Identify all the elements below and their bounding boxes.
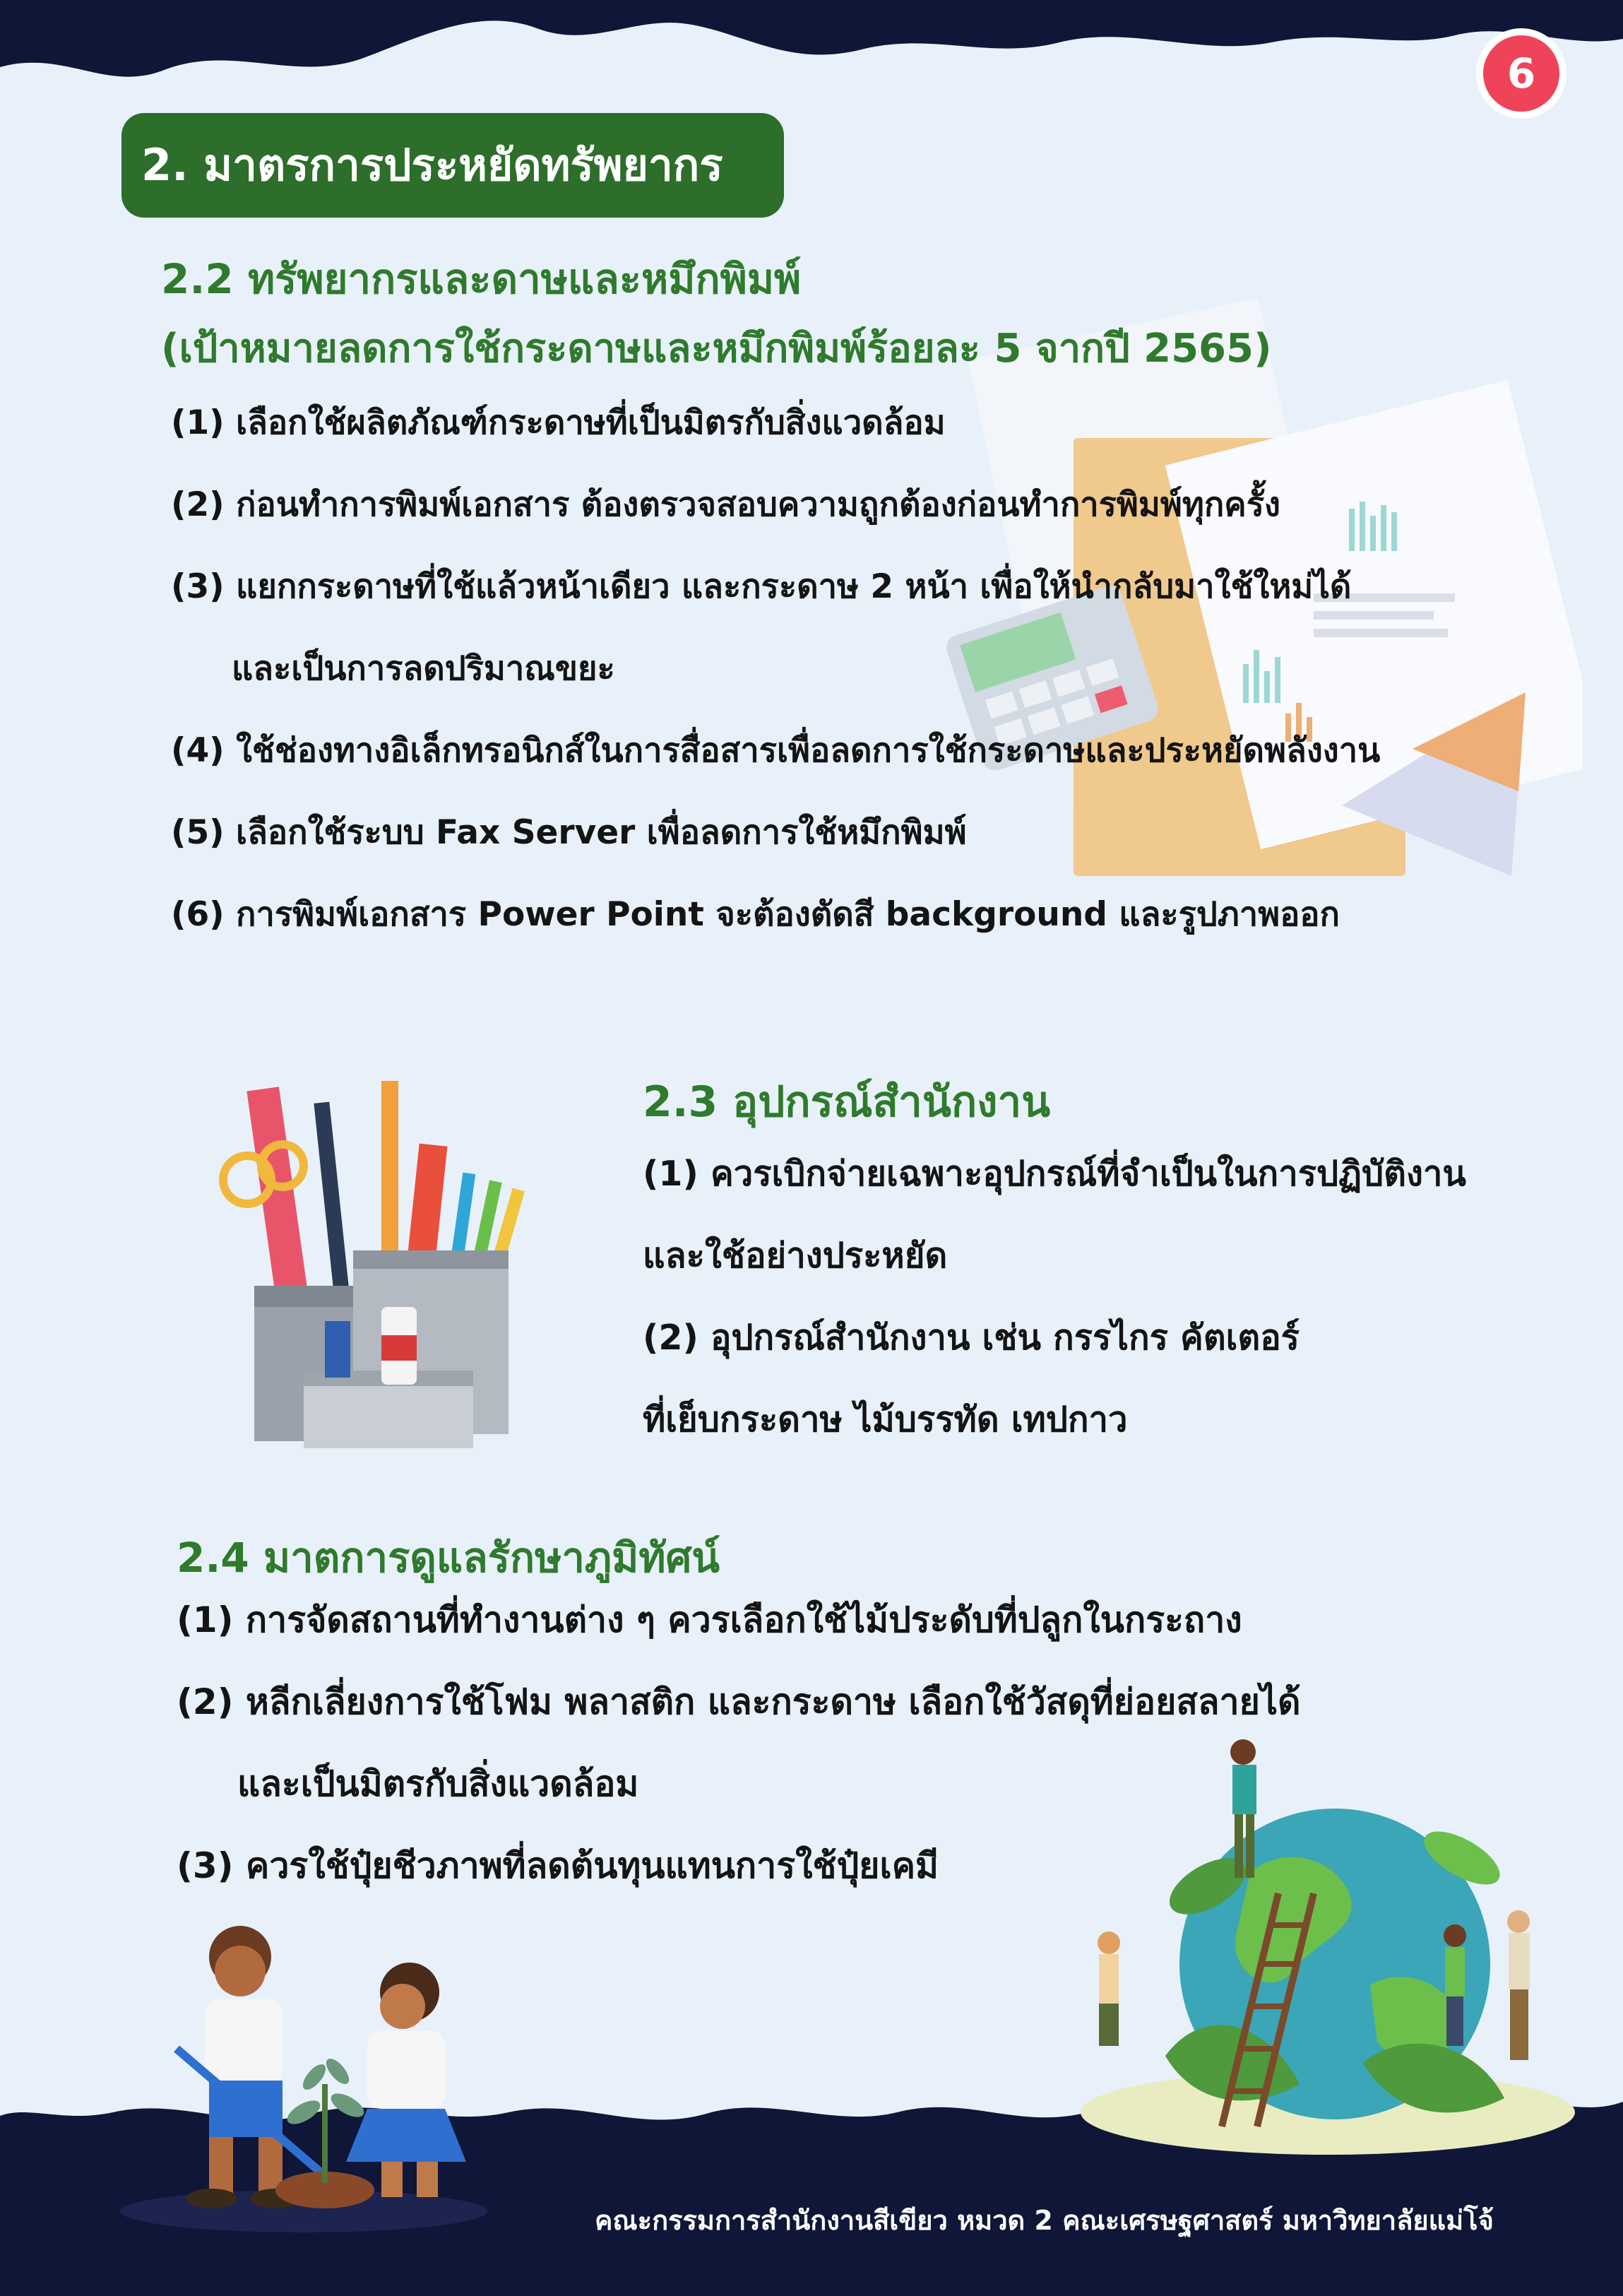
section-2-2-item: (5) เลือกใช้ระบบ Fax Server เพื่อลดการใช้หมึกพิมพ์ <box>171 813 967 852</box>
footer-credit: คณะกรรมการสำนักงานสีเขียว หมวด 2 คณะเศรษฐศาสตร์ มหาวิทยาลัยแม่โจ้ <box>595 2205 1494 2236</box>
section-2-4-item: (1) การจัดสถานที่ทำงานต่าง ๆ ควรเลือกใช้ไม้ประดับที่ปลูกในกระถาง <box>177 1599 1242 1640</box>
section-2-2-item: (2) ก่อนทำการพิมพ์เอกสาร ต้องตรวจสอบความถูกต้องก่อนทำการพิมพ์ทุกครั้ง <box>171 485 1280 524</box>
section-2-3-heading: 2.3 อุปกรณ์สำนักงาน <box>643 1077 1051 1127</box>
section-2-2-heading: 2.2 ทรัพยากรและดาษและหมึกพิมพ์ <box>161 255 802 303</box>
earth-gardening-illustration <box>1066 1731 1589 2169</box>
section-2-3-item: (2) อุปกรณ์สำนักงาน เช่น กรรไกร คัตเตอร์ <box>643 1318 1300 1358</box>
children-planting-illustration <box>71 1907 530 2239</box>
section-2-3-item: และใช้อย่างประหยัด <box>643 1236 948 1276</box>
section-2-4-item: และเป็นมิตรกับสิ่งแวดล้อม <box>237 1763 639 1804</box>
paper-documents-illustration <box>946 297 1582 933</box>
section-2-4-item: (3) ควรใช้ปุ๋ยชีวภาพที่ลดต้นทุนแทนการใช้ปุ๋ยเคมี <box>177 1845 939 1886</box>
page-number-badge: 6 <box>1476 28 1566 119</box>
section-2-2-item: (4) ใช้ช่องทางอิเล็กทรอนิกส์ในการสื่อสารเพื่อลดการใช้กระดาษและประหยัดพลังงาน <box>171 731 1381 770</box>
section-2-2-item: (1) เลือกใช้ผลิตภัณฑ์กระดาษที่เป็นมิตรกับสิ่งแวดล้อม <box>171 403 946 442</box>
section-2-2-item: (3) แยกกระดาษที่ใช้แล้วหน้าเดียว และกระดาษ 2 หน้า เพื่อให้นำกลับมาใช้ใหม่ได้ <box>171 567 1352 606</box>
section-2-3-item: (1) ควรเบิกจ่ายเฉพาะอุปกรณ์ที่จำเป็นในการปฏิบัติงาน <box>643 1154 1466 1194</box>
section-2-2-target: (เป้าหมายลดการใช้กระดาษและหมึกพิมพ์ร้อยละ 5 จากปี 2565) <box>161 326 1272 372</box>
section-2-2-item: และเป็นการลดปริมาณขยะ <box>232 649 615 688</box>
section-2-2-item: (6) การพิมพ์เอกสาร Power Point จะต้องตัดสี background และรูปภาพออก <box>171 895 1340 934</box>
section-title: 2. มาตรการประหยัดทรัพยากร <box>121 113 784 218</box>
stationery-holder-illustration <box>219 1074 600 1455</box>
section-2-4-item: (2) หลีกเลี่ยงการใช้โฟม พลาสติก และกระดาษ เลือกใช้วัสดุที่ย่อยสลายได้ <box>177 1681 1301 1722</box>
section-2-3-item: ที่เย็บกระดาษ ไม้บรรทัด เทปกาว <box>643 1400 1128 1440</box>
section-2-4-heading: 2.4 มาตการดูแลรักษาภูมิทัศน์ <box>177 1534 720 1582</box>
